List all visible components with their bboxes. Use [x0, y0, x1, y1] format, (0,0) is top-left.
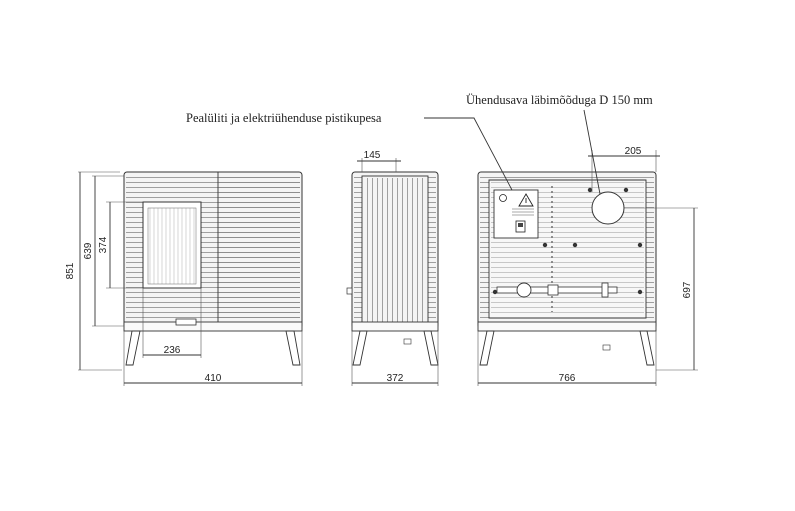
dim-145: 145 — [363, 150, 381, 161]
dim-236: 236 — [163, 345, 181, 356]
back-view — [478, 146, 698, 386]
side-view — [347, 150, 438, 386]
callout-flue-outlet-label: Ühendusava läbimõõduga D 150 mm — [466, 93, 653, 107]
dim-639: 639 — [83, 242, 94, 260]
callout-top-switch-label: Pealüliti ja elektriühenduse pistikupesa — [186, 111, 382, 125]
dim-372: 372 — [386, 373, 404, 384]
dim-410: 410 — [204, 373, 222, 384]
front-view — [65, 172, 302, 386]
dim-374: 374 — [98, 236, 109, 254]
dim-697: 697 — [682, 281, 693, 299]
dim-766: 766 — [558, 373, 576, 384]
flue-outlet — [592, 192, 624, 224]
dim-205: 205 — [624, 146, 642, 157]
dim-851: 851 — [65, 262, 76, 280]
